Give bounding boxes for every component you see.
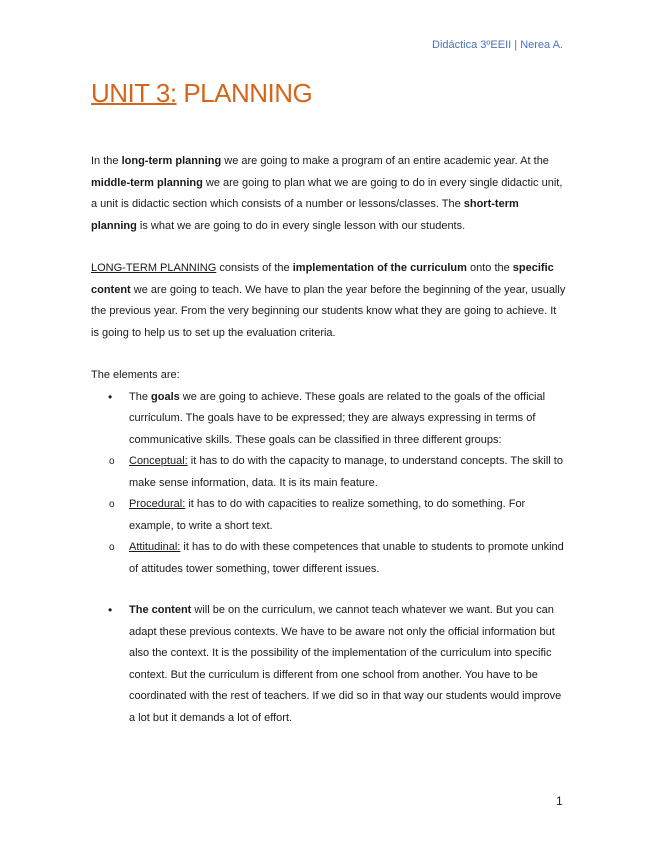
bold-term: short-term planning [91, 198, 519, 232]
page-number: 1 [556, 794, 563, 808]
underlined-term: LONG-TERM PLANNING [91, 262, 217, 274]
underlined-term: Conceptual: [129, 455, 188, 467]
text-run: it has to do with capacities to realize something, to do something. For example, to write a short text. [129, 498, 526, 532]
title-prefix: UNIT 3: [91, 78, 177, 108]
page-title [91, 78, 312, 109]
text-run: is what we are going to do in every single lesson with our students. [136, 219, 466, 232]
long-term-paragraph [91, 258, 566, 344]
text-run: it has to do with the capacity to manage, to understand concepts. The skill to make sense information, data. It is its main feature. [129, 455, 563, 489]
bold-term: goals [151, 390, 180, 403]
text-run: we are going to make a program of an entire academic year. At the [221, 155, 549, 167]
circle-marker: o [109, 542, 115, 553]
document-body [91, 151, 566, 729]
bold-term: specific content [91, 262, 554, 296]
intro-paragraph [91, 151, 566, 237]
list-item-attitudinal [91, 537, 566, 580]
text-run: The [129, 390, 152, 403]
text-run: will be on the curriculum, we cannot teach whatever we want. But you can adapt these previous contexts. We have to be aware not only the official information but also the context. It is the possibility of the implementation of the curriculum into specific context. But the curriculum is different from one school from another. You have to be coordinated with the rest of teachers. If we did so in that way our students would improve a lot but it demands a lot of effort. [129, 604, 562, 724]
bullet-marker: • [108, 603, 113, 617]
content-list [91, 600, 566, 729]
bullet-marker: • [108, 389, 113, 404]
elements-intro: The elements are: [91, 369, 180, 381]
underlined-term: Attitudinal: [129, 541, 181, 553]
circle-marker: o [109, 499, 115, 510]
list-item-goals [91, 387, 566, 452]
text-run: it has to do with these competences that unable to students to promote unkind of attitudes tower something, tower different issues. [129, 541, 564, 575]
elements-list [91, 387, 566, 581]
bold-term: long-term planning [121, 155, 222, 167]
text-run: we are going to achieve. These goals are related to the goals of the official curriculum. The goals have to be expressed; they are always expressing in terms of communicative skills. These goals can be classified in three different groups: [129, 390, 546, 446]
page-header: Didáctica 3ºEEII | Nerea A. [432, 39, 563, 51]
bold-term: The content [129, 604, 192, 616]
bold-term: middle-term planning [91, 176, 203, 189]
circle-marker: o [109, 456, 115, 467]
text-run: we are going to plan what we are going to do in every single didactic unit, a unit is didactic section which consists of a number or lessons/classes. The [91, 176, 563, 210]
text-run: consists of the [216, 262, 293, 274]
text-run: In the [91, 155, 122, 167]
underlined-term: Procedural: [129, 498, 186, 510]
bold-term: implementation of the curriculum [292, 262, 467, 274]
list-item-procedural [91, 494, 566, 537]
text-run: we are going to teach. We have to plan the year before the beginning of the year, usually the previous year. From the very beginning our students know what they are going to achieve. It is going to help us to set up the evaluation criteria. [91, 283, 566, 339]
list-item-conceptual [91, 451, 566, 494]
title-main: PLANNING [176, 78, 313, 108]
list-item-content [91, 600, 566, 729]
text-run: onto the [466, 262, 513, 274]
